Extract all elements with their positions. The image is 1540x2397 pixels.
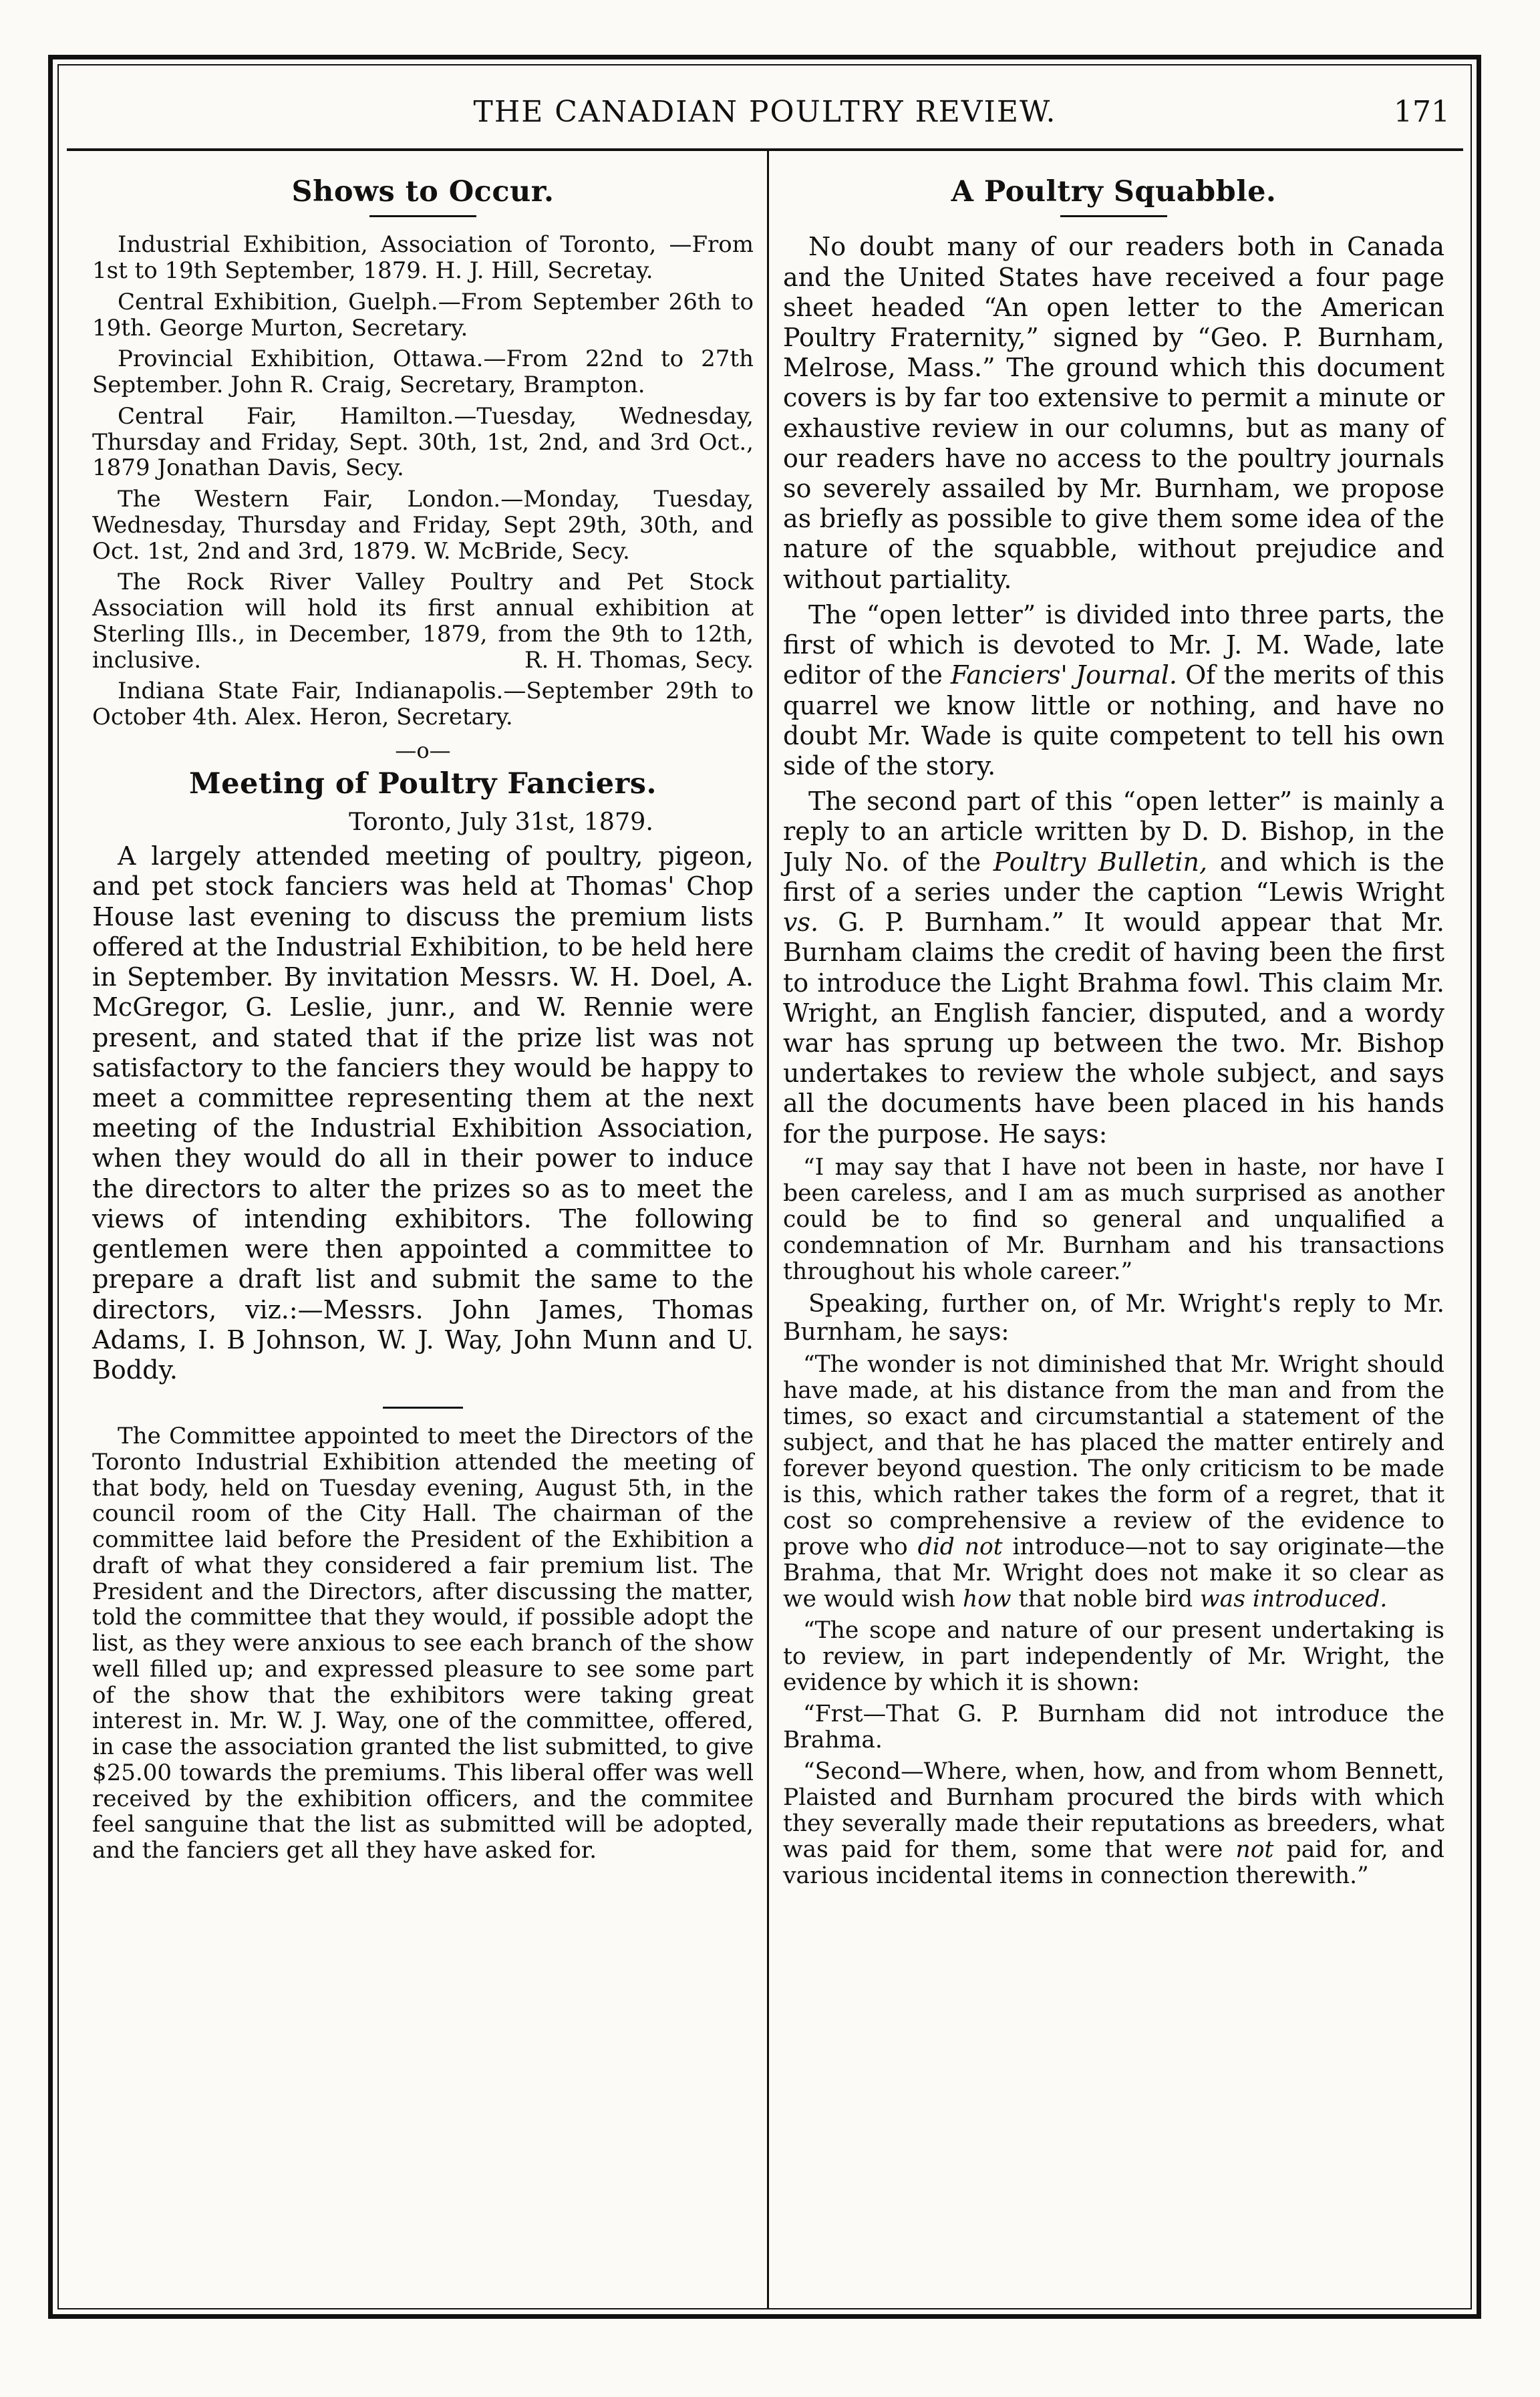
heading-rule (1060, 215, 1167, 217)
shows-heading: Shows to Occur. (291, 175, 555, 208)
show-entry: Central Exhibition, Guelph.—From September 26th to 19th. George Murton, Secretary. (92, 288, 754, 341)
text-run: The “open letter” is divided into three parts, the first of which is devoted to Mr. J. M. Wade, late editor of the (783, 599, 1444, 690)
article-paragraph (783, 787, 1444, 1149)
page-header (67, 75, 1463, 142)
quotation (783, 1352, 1444, 1612)
quotation: “The scope and nature of our present undertaking is to review, in part independently of Mr. Wright, the evidence by which it is shown: (783, 1616, 1444, 1696)
text-run: G. P. Burnham.” It would appear that Mr. Burnham claims the credit of having been the first to introduce the Light Brahma fowl. This claim Mr. Wright, an English fancier, disputed, and a wordy war has sprung up between the two. Mr. Bishop undertakes to review the whole subject, and says all the documents have been placed in his hands for the purpose. He says: (783, 907, 1444, 1149)
emphasis: did not (917, 1533, 1003, 1560)
show-entry: The Western Fair, London.—Monday, Tuesday, Wednesday, Thursday and Friday, Sept 29th, 30th, and Oct. 1st, 2nd and 3rd, 1879. W. McBride, Secy. (92, 486, 754, 565)
article-paragraph (783, 600, 1444, 781)
show-entry: Indiana State Fair, Indianapolis.—September 29th to October 4th. Alex. Heron, Secretary. (92, 678, 754, 731)
show-entry: Provincial Exhibition, Ottawa.—From 22nd to 27th September. John R. Craig, Secretary, Brampton. (92, 345, 754, 399)
emphasis: how (962, 1585, 1012, 1612)
show-entry-rock-river (92, 569, 754, 673)
meeting-dateline: Toronto, July 31st, 1879. (349, 807, 653, 836)
show-entry: Industrial Exhibition, Association of Toronto, —From 1st to 19th September, 1879. H. J. Hill, Secretay. (92, 231, 754, 285)
text-run: introduce—not to say originate—the Brahma, that Mr. Wright does not make it so clear as we would wish (783, 1533, 1444, 1612)
meeting-heading: Meeting of Poultry Fanciers. (189, 767, 657, 801)
committee-paragraph: The Committee appointed to meet the Directors of the Toronto Industrial Exhibition attended the meeting of that body, held on Tuesday evening, August 5th, in the council room of the City Hall. The chairman of the committee laid before the President of the Exhibition a draft of what they considered a fair premium list. The President and the Directors, after discussing the matter, told the committee that they would, if possible adopt the list, as they were anxious to see each branch of the show well filled up; and expressed pleasure to see some part of the show that the exhibitors were taking great interest in. Mr. W. J. Way, one of the committee, offered, in case the association granted the list submitted, to give $25.00 towards the premiums. This liberal offer was well received by the exhibition officers, and the commitee feel sanguine that the list as submitted will be adopted, and the fanciers get all they have asked for. (92, 1423, 754, 1864)
quotation (783, 1759, 1444, 1889)
journal-title: Poultry Bulletin, (993, 847, 1208, 877)
versus-abbrev: vs. (783, 907, 819, 938)
section-separator: —o— (395, 737, 451, 763)
article-paragraph: Speaking, further on, of Mr. Wright's reply to Mr. Burnham, he says: (783, 1290, 1444, 1346)
quotation: “I may say that I have not been in haste, nor have I been careless, and I am as much surprised as another could be to find so general and unqualified a condemnation of Mr. Burnham and his transactions throughout his whole career.” (783, 1153, 1444, 1285)
text-run: Of the merits of this quarrel we know little or nothing, and have no doubt Mr. Wade is quite competent to tell his own side of the story. (783, 660, 1444, 781)
show-entry-signature: R. H. Thomas, Secy. (524, 646, 754, 674)
meeting-paragraph: A largely attended meeting of poultry, pigeon, and pet stock fanciers was held at Thomas' Chop House last evening to discuss the premium lists offered at the Industrial Exhibition, to be held here in September. By invitation Messrs. W. H. Doel, A. McGregor, G. Leslie, junr., and W. Rennie were present, and stated that if the prize list was not satisfactory to the fanciers they would be happy to meet a committee representing them at the next meeting of the Industrial Exhibition Association, when they would do all in their power to induce the directors to alter the prizes so as to meet the views of intending exhibitors. The following gentlemen were then appointed a committee to prepare a draft list and submit the same to the directors, viz.:—Messrs. John James, Thomas Adams, I. B Johnson, W. J. Way, John Munn and U. Boddy. (92, 841, 754, 1385)
publication-title: THE CANADIAN POULTRY REVIEW. (473, 95, 1057, 129)
show-entry-text: The Rock River Valley Poultry and Pet Stock Association will hold its first annual exhibition at Sterling Ills., in December, 1879, from the 9th to 12th, inclusive. (92, 569, 754, 674)
text-run: The second part of this “open letter” is mainly a reply to an article written by D. D. Bishop, in the July No. of the (783, 787, 1444, 877)
left-column (92, 160, 754, 1869)
header-rule (67, 148, 1463, 151)
squabble-heading: A Poultry Squabble. (951, 175, 1277, 208)
column-divider (767, 151, 769, 2308)
text-run: “The wonder is not diminished that Mr. Wright should have made, at his distance from the man and from the times, so exact and circumstantial a statement of the subject, and that he has placed the matter entirely and forever beyond question. The only criticism to be made is this, which rather takes the form of a regret, that it cost so comprehensive a review of the evidence to prove who (783, 1351, 1444, 1560)
quotation: “Frst—That G. P. Burnham did not introduce the Brahma. (783, 1700, 1444, 1753)
text-run: and which is the first of a series under the caption “Lewis Wright (783, 847, 1445, 907)
journal-title: Fanciers' Journal. (950, 660, 1177, 690)
text-run: paid for, and various incidental items in connection therewith.” (783, 1836, 1444, 1889)
emphasis: was introduced. (1200, 1585, 1388, 1612)
text-run: that noble bird (1011, 1585, 1201, 1612)
section-rule (383, 1407, 463, 1409)
heading-rule (369, 215, 476, 217)
right-column (783, 160, 1444, 1894)
show-entry: Central Fair, Hamilton.—Tuesday, Wednesday, Thursday and Friday, Sept. 30th, 1st, 2nd, and 3rd Oct., 1879 Jonathan Davis, Secy. (92, 402, 754, 482)
text-run: “Second—Where, when, how, and from whom Bennett, Plaisted and Burnham procured the birds with which they severally made their reputations as breeders, what was paid for them, some that were (783, 1757, 1444, 1863)
emphasis: not (1235, 1836, 1274, 1863)
page-number: 171 (1394, 95, 1450, 129)
article-paragraph: No doubt many of our readers both in Canada and the United States have received a four page sheet headed “An open letter to the American Poultry Fraternity,” signed by “Geo. P. Burnham, Melrose, Mass.” The ground which this document covers is by far too extensive to permit a minute or exhaustive review in our columns, but as many of our readers have no access to the poultry journals so severely assailed by Mr. Burnham, we propose as briefly as possible to give them some idea of the nature of the squabble, without prejudice and without partiality. (783, 232, 1444, 594)
